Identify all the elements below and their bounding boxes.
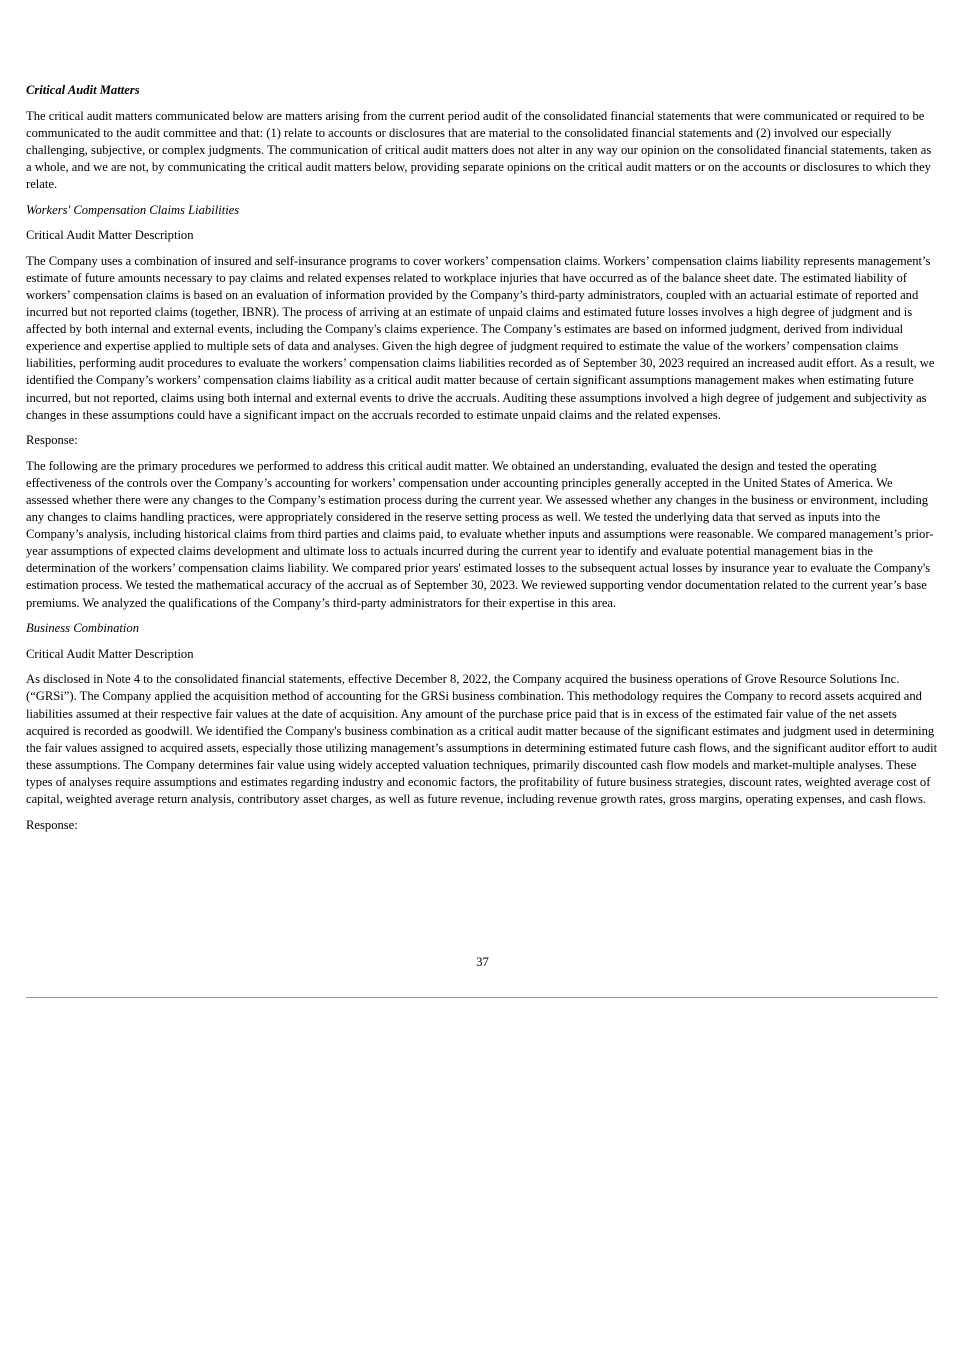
matter-title-business-combination: Business Combination xyxy=(26,621,139,636)
matter-description-paragraph: As disclosed in Note 4 to the consolidated financial statements, effective December 8, 2022, the Company acquired the business operations of Grove Resource Solutions Inc. (“GRSi”). The Company applied the acquisition method of accounting for the GRSi business combination. This methodology requires the Company to record assets acquired and liabilities assumed at their respective fair values at the date of acquisition. Any amount of the purchase price paid that is in excess of the estimated fair value of the net assets acquired is recorded as goodwill. We identified the Company's business combination as a critical audit matter because of the significant estimates and judgment used in determining the fair values assigned to acquired assets, especially those utilizing management’s assumptions in determining estimated future cash flows, and the significant auditor effort to audit these assumptions. The Company determines fair value using widely accepted valuation techniques, primarily discounted cash flow models and market-multiple analyses. These types of analyses require assumptions and estimates regarding industry and economic factors, the profitability of future business strategies, discount rates, weighted average cost of capital, weighted average return analysis, contributory asset charges, as well as future revenue, including revenue growth rates, gross margins, operating expenses, and cash flows. xyxy=(26,672,938,806)
page-number: 37 xyxy=(476,955,489,969)
matter-title-workers-compensation: Workers' Compensation Claims Liabilities xyxy=(26,202,240,217)
matter-description-paragraph: The Company uses a combination of insured and self-insurance programs to cover workers’ compensation claims. Workers’ compensation claims liability represents management’s estimate of future amounts necessary to pay claims and related expenses related to workplace injuries that have occurred as of the balance sheet date. The estimated liability of workers’ compensation claims is based on an evaluation of information provided by the Company’s third-party administrators, coupled with an actuarial estimate of reported and incurred but not reported claims (together, IBNR). The process of arriving at an estimate of unpaid claims and estimated future losses involves a high degree of judgment and is affected by both internal and external events, including the Company's claims experience. The Company’s estimates are based on informed judgment, derived from individual experience and expertise applied to multiple sets of data and analyses. Given the high degree of judgment required to estimate the value of the workers’ compensation claims liabilities, performing audit procedures to evaluate the workers’ compensation claims liabilities recorded as of September 30, 2023 required an increased audit effort. As a result, we identified the Company’s workers’ compensation claims liability as a critical audit matter because of certain significant assumptions management makes when estimating future incurred, but not reported, claims using both internal and external events to drive the accruals. Auditing these assumptions involved a high degree of judgement and subjectivity as changes in these assumptions could have a significant impact on the accruals recorded to estimate unpaid claims and the related expenses. xyxy=(26,253,935,422)
matter-description-label: Critical Audit Matter Description xyxy=(26,228,194,243)
matter-response-label: Response: xyxy=(26,817,78,832)
page-divider xyxy=(26,997,938,998)
matter-description-label: Critical Audit Matter Description xyxy=(26,646,194,661)
matter-response-paragraph: The following are the primary procedures we performed to address this critical audit matter. We obtained an understanding, evaluated the design and tested the operating effectiveness of the controls over the Company’s accounting for workers’ compensation under accounting principles generally accepted in the United States of America. We assessed whether there were any changes to the Company’s estimation process during the current year. We assessed whether any changes in the business or environment, including any changes to claims handling practices, were appropriately considered in the reserve setting process as well. We tested the underlying data that served as inputs into the Company’s analysis, including historical claims from third parties and claims paid, to evaluate whether inputs and assumptions were reasonable. We compared management’s prior-year assumptions of expected claims development and ultimate loss to actuals incurred during the current year to identify and evaluate potential management bias in the determination of the workers’ compensation claims liability. We compared prior years' estimated losses to the subsequent actual losses by insurance year to evaluate the Company's estimation process. We tested the mathematical accuracy of the accrual as of September 30, 2023. We reviewed supporting vendor documentation related to the current year’s base premiums. We analyzed the qualifications of the Company’s third-party administrators for their expertise in this area. xyxy=(26,458,934,610)
document-page xyxy=(26,82,938,842)
section-heading: Critical Audit Matters xyxy=(26,83,140,97)
matter-response-label: Response: xyxy=(26,433,78,448)
intro-paragraph: The critical audit matters communicated below are matters arising from the current period audit of the consolidated financial statements that were communicated or required to be communicated to the audit committee and that: (1) relate to accounts or disclosures that are material to the consolidated financial statements and (2) involved our especially challenging, subjective, or complex judgments. The communication of critical audit matters does not alter in any way our opinion on the consolidated financial statements, taken as a whole, and we are not, by communicating the critical audit matters below, providing separate opinions on the critical audit matters or on the accounts or disclosures to which they relate. xyxy=(26,108,932,191)
